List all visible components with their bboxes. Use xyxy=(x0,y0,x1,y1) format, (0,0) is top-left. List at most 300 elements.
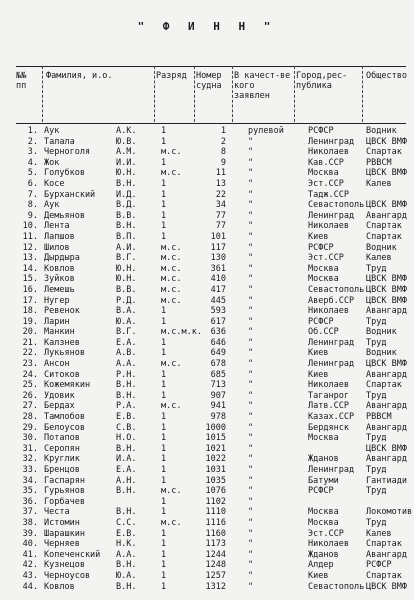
cell-role: рулевой xyxy=(248,126,284,136)
table-row xyxy=(16,211,406,222)
cell-rank: м.с. xyxy=(161,359,182,370)
cell-role: " xyxy=(248,496,254,507)
cell-initials: А.В. xyxy=(116,348,137,359)
cell-num: 39. xyxy=(22,528,38,539)
cell-name: Ковлов xyxy=(44,581,75,592)
cell-rank: 1 xyxy=(161,465,167,475)
header-city: Город,рес-публика xyxy=(296,71,348,91)
cell-role: " xyxy=(248,221,254,232)
cell-boat-number: 130 xyxy=(210,253,226,264)
table-row xyxy=(16,232,406,243)
cell-boat-number: 101 xyxy=(210,231,226,242)
cell-boat-number: 13 xyxy=(215,178,226,189)
cell-club: Водник xyxy=(366,126,397,136)
cell-boat-number: 1076 xyxy=(205,486,226,497)
cell-city: РСФСР xyxy=(308,486,334,497)
cell-city: Москва xyxy=(308,517,339,528)
cell-rank: 1 xyxy=(161,390,167,401)
cell-boat-number: 1116 xyxy=(205,517,226,528)
cell-num: 29. xyxy=(22,422,38,433)
table-row xyxy=(16,391,406,402)
cell-rank: м.с. xyxy=(161,253,182,264)
cell-num: 26. xyxy=(22,390,38,401)
cell-role: " xyxy=(248,168,254,179)
cell-city: Севастополь xyxy=(308,581,365,592)
cell-boat-number: 941 xyxy=(210,401,226,412)
cell-rank: 1 xyxy=(161,443,167,454)
cell-role: " xyxy=(248,327,254,338)
cell-role: " xyxy=(248,507,254,518)
cell-role: " xyxy=(248,337,254,348)
cell-city: Севастополь xyxy=(308,200,365,211)
cell-num: 44. xyxy=(22,581,38,592)
cell-num: 35. xyxy=(22,486,38,497)
cell-num: 41. xyxy=(22,549,38,560)
table-row xyxy=(16,243,406,254)
cell-role: " xyxy=(248,443,254,454)
cell-boat-number: 1257 xyxy=(205,570,226,581)
table-row xyxy=(16,296,406,307)
cell-initials: Е.А. xyxy=(116,337,137,348)
cell-boat-number: 445 xyxy=(210,295,226,306)
cell-name: Ревенок xyxy=(44,306,80,317)
cell-initials: В.А. xyxy=(116,306,137,317)
cell-name: Ситоков xyxy=(44,369,80,380)
cell-num: 20. xyxy=(22,327,38,338)
cell-num: 13. xyxy=(22,253,38,264)
cell-role: " xyxy=(248,147,254,158)
cell-club: Калев xyxy=(366,528,392,539)
cell-boat-number: 636 xyxy=(210,327,226,338)
cell-initials: С.В. xyxy=(116,422,137,433)
cell-initials: Ю.В. xyxy=(116,136,137,147)
cell-city: РСФСР xyxy=(308,242,334,253)
cell-boat-number: 1015 xyxy=(205,433,226,444)
cell-initials: С.С. xyxy=(116,517,137,528)
cell-rank: 1 xyxy=(161,221,167,232)
cell-rank: 1 xyxy=(161,475,167,486)
table-row xyxy=(16,412,406,423)
cell-initials: В.Н. xyxy=(116,486,137,497)
cell-rank: 1 xyxy=(161,210,167,221)
table-row xyxy=(16,401,406,412)
cell-role: " xyxy=(248,560,254,571)
cell-boat-number: 713 xyxy=(210,380,226,391)
cell-boat-number: 1000 xyxy=(205,422,226,433)
cell-role: " xyxy=(248,570,254,581)
cell-club: Труд xyxy=(366,465,387,475)
cell-num: 12. xyxy=(22,242,38,253)
cell-initials: Е.А. xyxy=(116,465,137,475)
cell-rank: 1 xyxy=(161,306,167,317)
cell-club: Авангард xyxy=(366,454,407,465)
cell-city: Латв.ССР xyxy=(308,401,349,412)
table-row xyxy=(16,476,406,487)
cell-initials: В.Г. xyxy=(116,253,137,264)
table-row xyxy=(16,348,406,359)
table-row xyxy=(16,221,406,232)
table-row xyxy=(16,274,406,285)
cell-boat-number: 77 xyxy=(215,210,226,221)
cell-initials: В.Н. xyxy=(116,221,137,232)
table-row xyxy=(16,444,406,455)
cell-initials: Е.В. xyxy=(116,528,137,539)
cell-num: 32. xyxy=(22,454,38,465)
cell-boat-number: 1 xyxy=(220,126,226,136)
cell-boat-number: 1021 xyxy=(205,443,226,454)
cell-name: Лента xyxy=(44,221,70,232)
cell-initials: Ю.А. xyxy=(116,570,137,581)
cell-club: Труд xyxy=(366,433,387,444)
cell-name: Калзнев xyxy=(44,337,80,348)
cell-club: Спартак xyxy=(366,539,402,550)
cell-city: Москва xyxy=(308,168,339,179)
table-row xyxy=(16,147,406,158)
cell-rank: 1 xyxy=(161,560,167,571)
cell-num: 10. xyxy=(22,221,38,232)
cell-role: " xyxy=(248,316,254,327)
cell-rank: 1 xyxy=(161,337,167,348)
cell-initials: В.Н. xyxy=(116,560,137,571)
cell-boat-number: 8 xyxy=(220,147,226,158)
cell-num: 3. xyxy=(27,147,38,158)
cell-role: " xyxy=(248,390,254,401)
cell-name: Голубков xyxy=(44,168,85,179)
cell-role: " xyxy=(248,539,254,550)
cell-club: ЦВСК ВМФ xyxy=(366,200,407,211)
cell-role: " xyxy=(248,422,254,433)
cell-num: 2. xyxy=(27,136,38,147)
cell-role: " xyxy=(248,412,254,423)
cell-num: 22. xyxy=(22,348,38,359)
cell-name: Тамлобов xyxy=(44,412,85,423)
cell-role: " xyxy=(248,231,254,242)
cell-num: 36. xyxy=(22,496,38,507)
cell-initials: Ю.Н. xyxy=(116,263,137,274)
cell-name: Истомин xyxy=(44,517,80,528)
cell-boat-number: 9 xyxy=(220,157,226,168)
cell-boat-number: 1312 xyxy=(205,581,226,592)
cell-city: Севастополь xyxy=(308,284,365,295)
cell-initials: В.Г. xyxy=(116,327,137,338)
cell-role: " xyxy=(248,380,254,391)
cell-city: РСФСР xyxy=(308,316,334,327)
column-divider xyxy=(42,66,43,122)
cell-club: ЦВСК ВМФ xyxy=(366,136,407,147)
cell-role: " xyxy=(248,242,254,253)
cell-city: Ленинград xyxy=(308,210,355,221)
cell-name: Кузнецов xyxy=(44,560,85,571)
cell-num: 27. xyxy=(22,401,38,412)
cell-num: 14. xyxy=(22,263,38,274)
cell-club: Труд xyxy=(366,517,387,528)
cell-city: Москва xyxy=(308,433,339,444)
cell-num: 30. xyxy=(22,433,38,444)
table-row xyxy=(16,550,406,561)
table-row xyxy=(16,158,406,169)
cell-name: Манкин xyxy=(44,327,75,338)
cell-role: " xyxy=(248,295,254,306)
table-header xyxy=(16,66,406,124)
cell-num: 17. xyxy=(22,295,38,306)
cell-num: 43. xyxy=(22,570,38,581)
cell-num: 28. xyxy=(22,412,38,423)
cell-name: Ковлов xyxy=(44,263,75,274)
table-row xyxy=(16,497,406,508)
cell-city: Ленинград xyxy=(308,465,355,475)
table-row xyxy=(16,253,406,264)
cell-role: " xyxy=(248,486,254,497)
cell-boat-number: 77 xyxy=(215,221,226,232)
cell-club: Локомотив xyxy=(366,507,413,518)
cell-city: Кав.ССР xyxy=(308,157,344,168)
cell-rank: 1 xyxy=(161,412,167,423)
cell-name: Аук xyxy=(44,200,60,211)
cell-initials: Н.О. xyxy=(116,433,137,444)
table-row xyxy=(16,317,406,328)
column-divider xyxy=(154,66,155,122)
cell-club: Гантиади xyxy=(366,475,407,486)
column-divider xyxy=(232,66,233,122)
cell-initials: Н.К. xyxy=(116,539,137,550)
cell-initials: В.Д. xyxy=(116,200,137,211)
cell-num: 24. xyxy=(22,369,38,380)
cell-rank: 1 xyxy=(161,549,167,560)
cell-club: Спартак xyxy=(366,147,402,158)
cell-city: Алдер xyxy=(308,560,334,571)
cell-city: Николаев xyxy=(308,380,349,391)
cell-rank: м.с. xyxy=(161,517,182,528)
cell-name: Черноусов xyxy=(44,570,91,581)
cell-name: Бердах xyxy=(44,401,75,412)
cell-club: Труд xyxy=(366,390,387,401)
cell-initials: В.В. xyxy=(116,210,137,221)
cell-rank: м.с. xyxy=(161,274,182,285)
cell-role: " xyxy=(248,581,254,592)
cell-rank: м.с. xyxy=(161,486,182,497)
cell-num: 18. xyxy=(22,306,38,317)
cell-initials: В.Н. xyxy=(116,443,137,454)
cell-initials: Ю.Н. xyxy=(116,274,137,285)
cell-initials: И.Д. xyxy=(116,189,137,200)
cell-boat-number: 617 xyxy=(210,316,226,327)
cell-num: 25. xyxy=(22,380,38,391)
table-row xyxy=(16,168,406,179)
cell-rank: 1 xyxy=(161,454,167,465)
cell-boat-number: 678 xyxy=(210,359,226,370)
cell-club: Труд xyxy=(366,263,387,274)
cell-num: 23. xyxy=(22,359,38,370)
cell-club: Водник xyxy=(366,348,397,359)
table-row xyxy=(16,264,406,275)
cell-initials: Р.Н. xyxy=(116,369,137,380)
cell-name: Талала xyxy=(44,136,75,147)
cell-initials: Е.В. xyxy=(116,412,137,423)
cell-role: " xyxy=(248,306,254,317)
table-row xyxy=(16,327,406,338)
table-row xyxy=(16,486,406,497)
cell-rank: 1 xyxy=(161,539,167,550)
table-row xyxy=(16,359,406,370)
cell-num: 15. xyxy=(22,274,38,285)
table-row xyxy=(16,380,406,391)
header-role: В качест-ве кого заявлен xyxy=(234,71,291,101)
cell-role: " xyxy=(248,263,254,274)
cell-rank: м.с. xyxy=(161,284,182,295)
cell-city: Николаев xyxy=(308,221,349,232)
cell-city: Эст.ССР xyxy=(308,178,344,189)
cell-role: " xyxy=(248,210,254,221)
cell-num: 1. xyxy=(27,126,38,136)
cell-role: " xyxy=(248,369,254,380)
cell-boat-number: 978 xyxy=(210,412,226,423)
cell-num: 34. xyxy=(22,475,38,486)
cell-boat-number: 1035 xyxy=(205,475,226,486)
cell-city: Киев xyxy=(308,348,329,359)
cell-role: " xyxy=(248,253,254,264)
cell-name: Нугер xyxy=(44,295,70,306)
cell-club: Калев xyxy=(366,178,392,189)
cell-initials: В.Н. xyxy=(116,390,137,401)
document-title: " Ф И Н Н " xyxy=(137,20,277,33)
cell-rank: 1 xyxy=(161,231,167,242)
cell-boat-number: 417 xyxy=(210,284,226,295)
cell-rank: 1 xyxy=(161,136,167,147)
cell-initials: Ю.Н. xyxy=(116,168,137,179)
cell-club: Водник xyxy=(366,327,397,338)
cell-num: 7. xyxy=(27,189,38,200)
cell-club: Калев xyxy=(366,253,392,264)
cell-name: Копеченский xyxy=(44,549,101,560)
cell-club: Спартак xyxy=(366,231,402,242)
cell-name: Удовик xyxy=(44,390,75,401)
cell-rank: м.с. xyxy=(161,263,182,274)
table-row xyxy=(16,433,406,444)
cell-num: 9. xyxy=(27,210,38,221)
cell-num: 33. xyxy=(22,465,38,475)
cell-city: Ленинград xyxy=(308,136,355,147)
table-row xyxy=(16,560,406,571)
cell-boat-number: 685 xyxy=(210,369,226,380)
cell-boat-number: 22 xyxy=(215,189,226,200)
cell-name: Горбачев xyxy=(44,496,85,507)
cell-club: ЦВСК ВМФ xyxy=(366,359,407,370)
column-divider xyxy=(294,66,295,122)
cell-role: " xyxy=(248,517,254,528)
cell-rank: 1 xyxy=(161,496,167,507)
table-row xyxy=(16,306,406,317)
cell-city: Николаев xyxy=(308,539,349,550)
cell-role: " xyxy=(248,465,254,475)
cell-num: 16. xyxy=(22,284,38,295)
cell-club: Спартак xyxy=(366,380,402,391)
cell-num: 38. xyxy=(22,517,38,528)
cell-boat-number: 1022 xyxy=(205,454,226,465)
cell-initials: А.А. xyxy=(116,549,137,560)
column-divider xyxy=(362,66,363,122)
cell-role: " xyxy=(248,549,254,560)
cell-rank: 1 xyxy=(161,316,167,327)
cell-name: Аук xyxy=(44,126,60,136)
cell-name: Лапшов xyxy=(44,231,75,242)
cell-name: Демьянов xyxy=(44,210,85,221)
cell-name: Черноголя xyxy=(44,147,91,158)
cell-boat-number: 646 xyxy=(210,337,226,348)
cell-club: ЦВСК ВМФ xyxy=(366,295,407,306)
cell-boat-number: 649 xyxy=(210,348,226,359)
table-row xyxy=(16,507,413,518)
cell-club: Водник xyxy=(366,242,397,253)
cell-num: 31. xyxy=(22,443,38,454)
cell-city: Ленинград xyxy=(308,359,355,370)
cell-role: " xyxy=(248,528,254,539)
cell-city: Москва xyxy=(308,274,339,285)
table-row xyxy=(16,529,406,540)
cell-initials: И.А. xyxy=(116,454,137,465)
cell-city: Бердянск xyxy=(308,422,349,433)
cell-boat-number: 1110 xyxy=(205,507,226,518)
cell-city: Ленинград xyxy=(308,337,355,348)
cell-club: Труд xyxy=(366,316,387,327)
cell-club: ЦВСК ВМФ xyxy=(366,581,407,592)
cell-city: Киев xyxy=(308,231,329,242)
cell-city: Эст.ССР xyxy=(308,253,344,264)
cell-club: Авангард xyxy=(366,306,407,317)
cell-rank: 1 xyxy=(161,528,167,539)
cell-city: РСФСР xyxy=(308,126,334,136)
cell-name: Круглик xyxy=(44,454,80,465)
cell-initials: Р.А. xyxy=(116,401,137,412)
cell-boat-number: 410 xyxy=(210,274,226,285)
cell-city: Москва xyxy=(308,263,339,274)
cell-name: Лемешь xyxy=(44,284,75,295)
cell-num: 40. xyxy=(22,539,38,550)
table-body xyxy=(16,126,413,592)
cell-initials: Ю.А. xyxy=(116,316,137,327)
cell-city: Николаев xyxy=(308,147,349,158)
cell-name: Черняев xyxy=(44,539,80,550)
cell-name: Ларин xyxy=(44,316,70,327)
cell-boat-number: 907 xyxy=(210,390,226,401)
cell-city: Тадж.ССР xyxy=(308,189,349,200)
cell-num: 4. xyxy=(27,157,38,168)
cell-name: Потапов xyxy=(44,433,80,444)
cell-role: " xyxy=(248,178,254,189)
cell-name: Серопян xyxy=(44,443,80,454)
table-row xyxy=(16,423,406,434)
cell-name: Шилов xyxy=(44,242,70,253)
cell-initials: А.К. xyxy=(116,126,137,136)
cell-name: Гурьянов xyxy=(44,486,85,497)
table-row xyxy=(16,370,406,381)
table-row xyxy=(16,582,406,593)
cell-initials: Р.Д. xyxy=(116,295,137,306)
cell-rank: 1 xyxy=(161,126,167,136)
cell-name: Честа xyxy=(44,507,70,518)
cell-rank: 1 xyxy=(161,189,167,200)
cell-role: " xyxy=(248,274,254,285)
cell-boat-number: 1173 xyxy=(205,539,226,550)
cell-club: ЦВСК ВМФ xyxy=(366,284,407,295)
cell-boat-number: 11 xyxy=(215,168,226,179)
cell-boat-number: 361 xyxy=(210,263,226,274)
cell-initials: А.И. xyxy=(116,242,137,253)
cell-rank: м.с. xyxy=(161,147,182,158)
cell-club: Авангард xyxy=(366,401,407,412)
cell-name: Гаспарян xyxy=(44,475,85,486)
cell-city: Казах.ССР xyxy=(308,412,355,423)
cell-club: Авангард xyxy=(366,549,407,560)
